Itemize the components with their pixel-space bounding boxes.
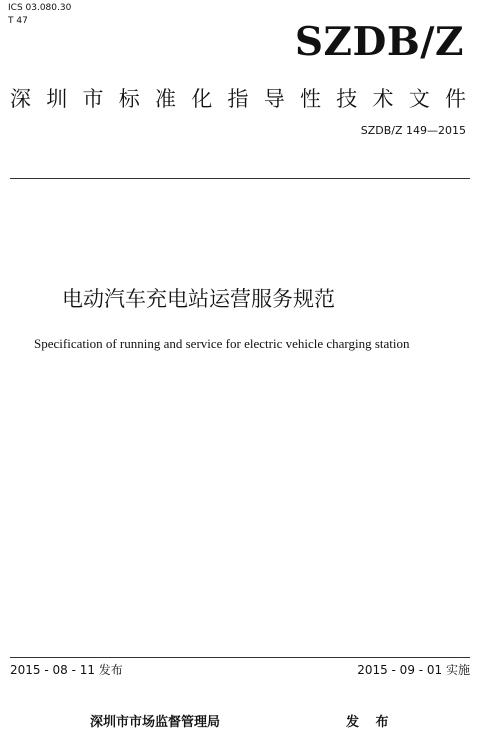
classification-code: T 47 xyxy=(8,16,28,26)
issue-date: 2015 - 08 - 11 发布 xyxy=(10,663,123,677)
footer-divider xyxy=(10,657,470,658)
series-title: 深圳市标准化指导性技术文件 xyxy=(10,87,470,111)
standard-brand: SZDB/Z xyxy=(294,19,464,65)
header-divider xyxy=(10,178,470,179)
implement-date: 2015 - 09 - 01 实施 xyxy=(357,663,470,677)
issue-label: 发 布 xyxy=(346,715,395,730)
ics-code: ICS 03.080.30 xyxy=(8,3,72,13)
issuing-authority: 深圳市市场监督管理局 xyxy=(90,715,221,730)
document-title-zh: 电动汽车充电站运营服务规范 xyxy=(62,287,335,311)
standard-number: SZDB/Z 149—2015 xyxy=(360,124,466,137)
document-title-en: Specification of running and service for electric vehicle charging station xyxy=(34,336,410,351)
